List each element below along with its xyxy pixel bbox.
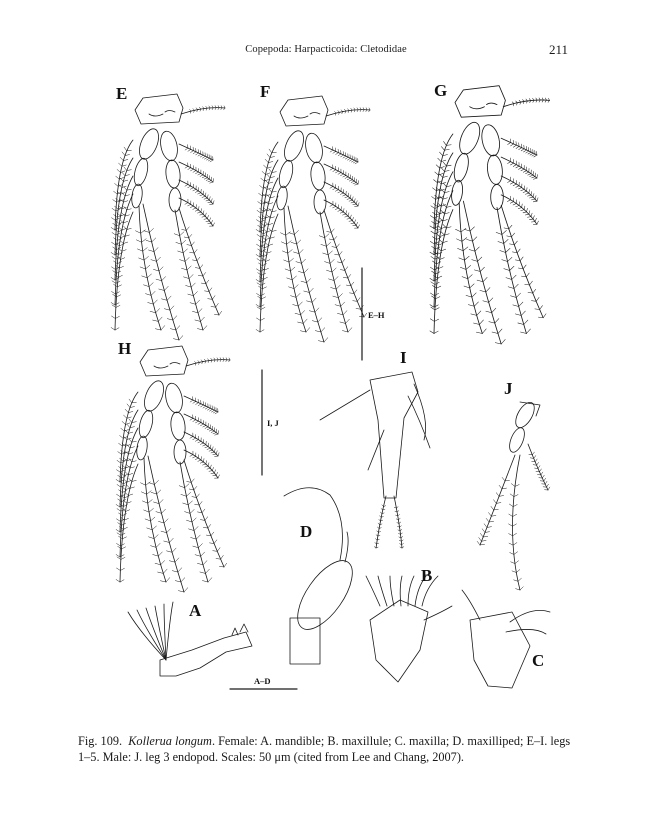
caption-text: . Female: A. mandible; B. maxillule; C. maxilla; D. maxilliped; E–I. legs 1–5. Male: J. leg 3 endopod. Scales: 50 μm (cited from Lee and Chang, 2007). [78, 734, 571, 764]
panel-label-d: D [300, 522, 313, 541]
panel-label-a: A [189, 601, 202, 620]
scale-label-i-j: I, J [267, 418, 279, 428]
leg-5-drawing-i [320, 372, 430, 548]
running-head-title: Copepoda: Harpacticoida: Cletodidae [245, 44, 407, 55]
scale-label-e-h: E–H [368, 310, 385, 320]
caption-species: Kollerua longum [128, 734, 212, 748]
panel-label-h: H [118, 339, 132, 358]
maxillule-drawing-b [366, 576, 452, 682]
leg-1-drawing-e [111, 94, 225, 340]
leg-3-drawing-g [430, 86, 550, 344]
figure-drawings [111, 86, 550, 688]
panel-label-g: G [434, 81, 448, 100]
panel-label-j: J [504, 379, 513, 398]
panel-label-e: E [116, 84, 128, 103]
panel-label-i: I [400, 348, 407, 367]
leg-4-drawing-h [116, 346, 230, 592]
panel-label-c: C [532, 651, 545, 670]
caption-fig-number: Fig. 109. [78, 734, 123, 748]
leg-2-drawing-f [256, 96, 370, 342]
maxilliped-drawing-d [284, 488, 363, 664]
page-number: 211 [548, 42, 568, 57]
panel-label-f: F [260, 82, 271, 101]
leg-3-endopod-drawing-j [477, 399, 550, 590]
maxilla-drawing-c [462, 590, 550, 688]
panel-label-b: B [421, 566, 433, 585]
scale-label-a-d: A–D [254, 676, 271, 686]
figure-caption [78, 733, 583, 765]
